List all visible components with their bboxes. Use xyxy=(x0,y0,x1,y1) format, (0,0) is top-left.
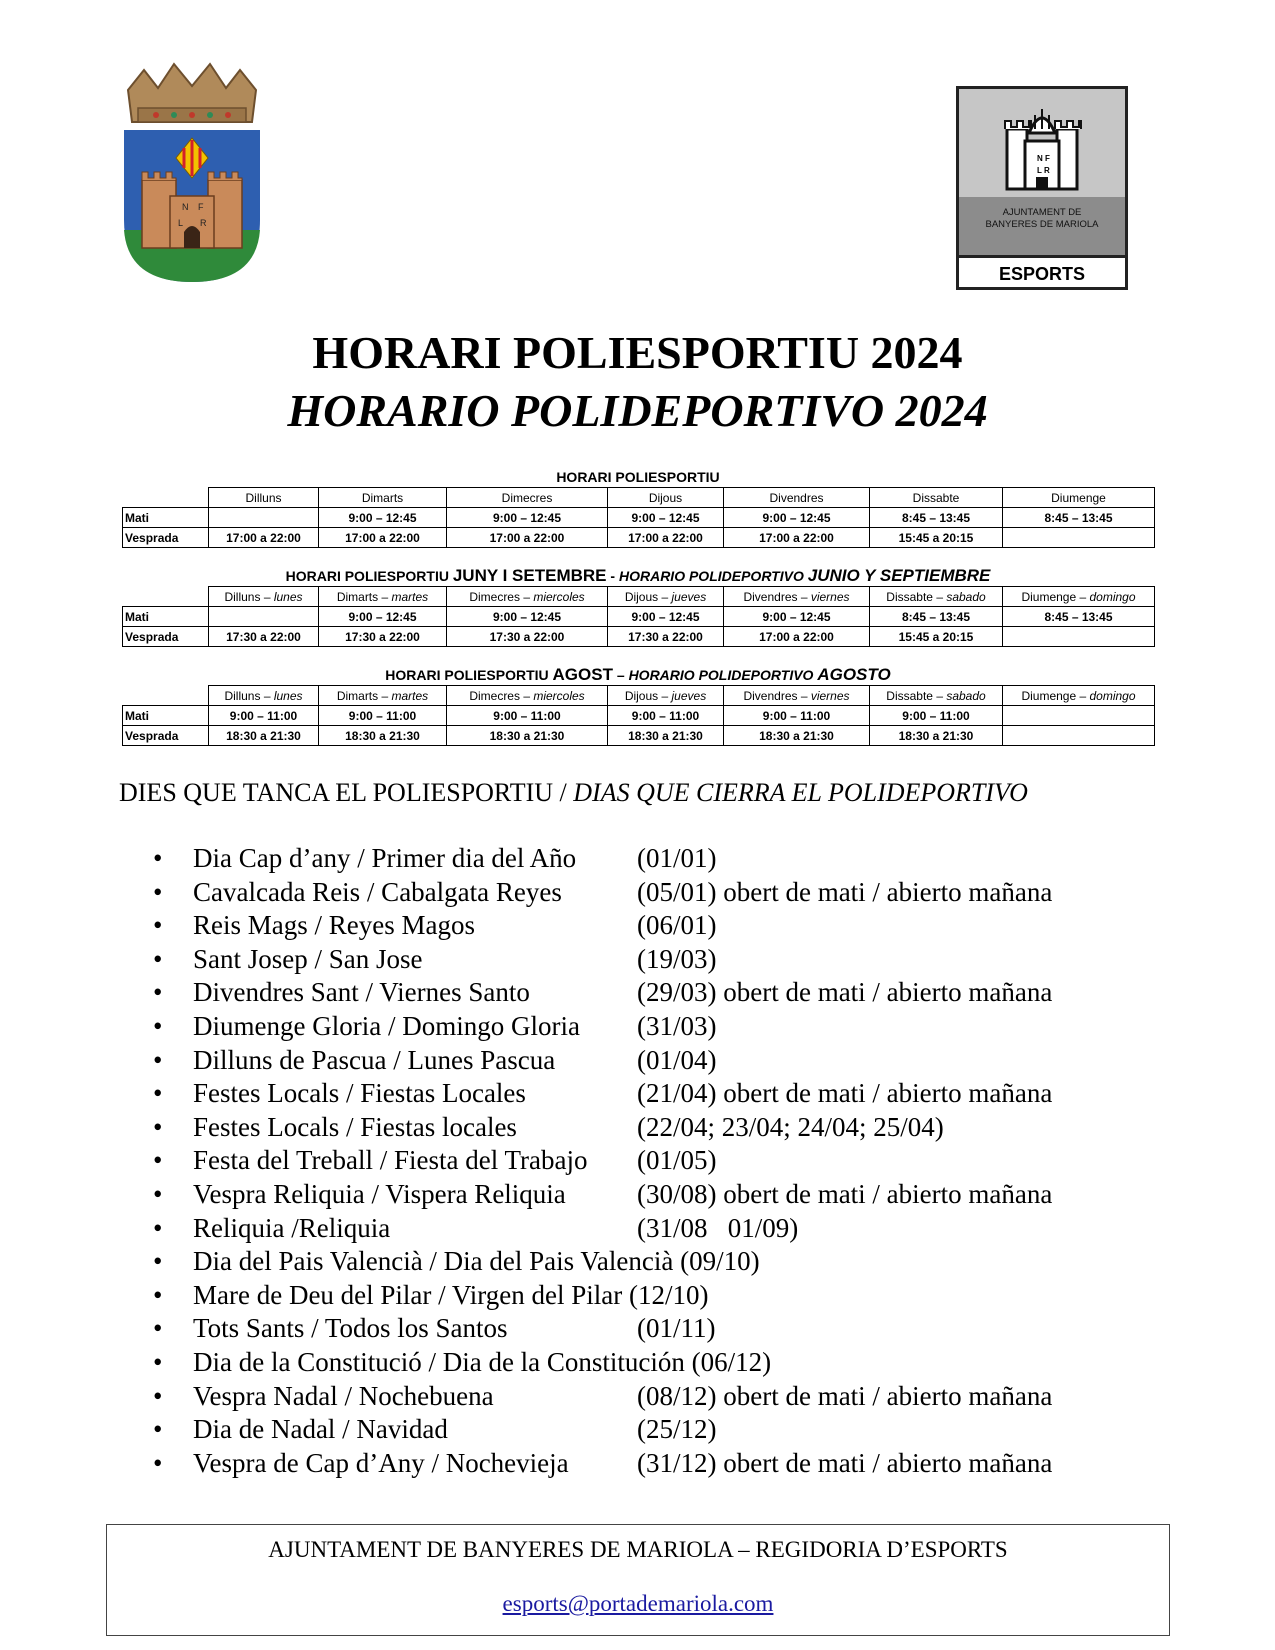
holiday-date: (06/01) xyxy=(637,910,717,941)
day-header: Dissabte – sabado xyxy=(870,686,1003,706)
time-cell: 9:00 – 12:45 xyxy=(319,607,447,627)
table-row xyxy=(123,508,1155,528)
holiday-name: Festes Locals / Fiestas Locales xyxy=(193,1078,526,1109)
bullet-icon: • xyxy=(153,1313,163,1344)
holiday-name: Tots Sants / Todos los Santos xyxy=(193,1313,508,1344)
crest-letter-l: L xyxy=(178,218,184,228)
day-header: Dissabte xyxy=(870,488,1003,508)
day-header: Dissabte – sabado xyxy=(870,587,1003,607)
time-cell: 18:30 a 21:30 xyxy=(319,726,447,746)
holiday-name: Dia de Nadal / Navidad xyxy=(193,1414,448,1445)
bullet-icon: • xyxy=(153,1447,163,1478)
time-cell: 9:00 – 11:00 xyxy=(870,706,1003,726)
holiday-date: (30/08) obert de mati / abierto mañana xyxy=(637,1178,1053,1209)
holiday-date: (21/04) obert de mati / abierto mañana xyxy=(637,1078,1053,1109)
page-subtitle: HORARIO POLIDEPORTIVO 2024 xyxy=(287,385,988,436)
holiday-name: Sant Josep / San Jose xyxy=(193,943,423,974)
day-header: Dilluns – lunes xyxy=(209,587,319,607)
day-header: Dimarts – martes xyxy=(319,686,447,706)
table-row xyxy=(123,726,1155,746)
day-header: Dijous xyxy=(608,488,724,508)
holiday-date: (01/11) xyxy=(637,1313,716,1344)
bullet-icon: • xyxy=(153,1414,163,1445)
holiday-name: Dia de la Constitució / Dia de la Constitución (06/12) xyxy=(193,1346,772,1377)
schedule-title-part: JUNY I SETEMBRE xyxy=(452,566,607,585)
holiday-name: Diumenge Gloria / Domingo Gloria xyxy=(193,1010,580,1041)
table-row xyxy=(123,607,1155,627)
row-label: Vesprada xyxy=(123,627,209,647)
holiday-name: Vespra Reliquia / Vispera Reliquia xyxy=(193,1178,566,1209)
schedule-title-part: AGOST xyxy=(552,665,613,684)
schedule-june-september-title xyxy=(122,567,1154,585)
holiday-date: (01/04) xyxy=(637,1044,717,1075)
row-label: Mati xyxy=(123,607,209,627)
time-cell: 17:00 a 22:00 xyxy=(608,528,724,548)
time-cell: 9:00 – 12:45 xyxy=(319,508,447,528)
schedule-august-table xyxy=(122,685,1155,746)
time-cell: 17:00 a 22:00 xyxy=(319,528,447,548)
esports-logo-emblem xyxy=(959,89,1125,197)
bullet-icon: • xyxy=(153,1279,163,1310)
time-cell: 9:00 – 12:45 xyxy=(724,508,870,528)
time-cell: 18:30 a 21:30 xyxy=(870,726,1003,746)
esports-logo-org xyxy=(959,197,1125,255)
email-link[interactable]: esports@portademariola.com xyxy=(502,1591,774,1616)
bullet-icon: • xyxy=(153,1078,163,1109)
row-label: Mati xyxy=(123,706,209,726)
svg-text:L R: L R xyxy=(1037,166,1050,175)
footer-organization: AJUNTAMENT DE BANYERES DE MARIOLA – REGIDORIA D’ESPORTS xyxy=(268,1537,1008,1562)
holiday-date: (29/03) obert de mati / abierto mañana xyxy=(637,977,1053,1008)
time-cell: 9:00 – 11:00 xyxy=(209,706,319,726)
holiday-name: Dia Cap d’any / Primer dia del Año xyxy=(193,843,577,873)
day-header: Dimarts – martes xyxy=(319,587,447,607)
holiday-date: (31/08 01/09) xyxy=(637,1212,799,1243)
time-cell: 9:00 – 12:45 xyxy=(447,607,608,627)
crest-letter-n: N xyxy=(182,202,189,212)
time-cell xyxy=(209,508,319,528)
time-cell: 9:00 – 11:00 xyxy=(319,706,447,726)
schedule-title-part: HORARIO POLIDEPORTIVO xyxy=(618,568,808,584)
time-cell: 18:30 a 21:30 xyxy=(608,726,724,746)
schedule-title-part: HORARI POLIESPORTIU xyxy=(556,469,720,485)
municipal-crest-logo xyxy=(122,60,262,292)
day-header: Dilluns – lunes xyxy=(209,686,319,706)
day-header: Dimecres xyxy=(447,488,608,508)
day-header: Divendres – viernes xyxy=(724,686,870,706)
holiday-name: Festa del Treball / Fiesta del Trabajo xyxy=(193,1145,588,1176)
time-cell: 17:00 a 22:00 xyxy=(209,528,319,548)
day-header: Dijous – jueves xyxy=(608,686,724,706)
time-cell: 15:45 a 20:15 xyxy=(870,627,1003,647)
bullet-icon: • xyxy=(153,1111,163,1142)
table-header-row xyxy=(123,587,1155,607)
time-cell: 17:00 a 22:00 xyxy=(724,627,870,647)
day-header: Diumenge xyxy=(1003,488,1155,508)
schedule-title-part: HORARIO POLIDEPORTIVO xyxy=(628,667,818,683)
table-row xyxy=(123,528,1155,548)
time-cell: 8:45 – 13:45 xyxy=(870,508,1003,528)
time-cell xyxy=(209,607,319,627)
bullet-icon: • xyxy=(153,1246,163,1277)
time-cell: 17:30 a 22:00 xyxy=(319,627,447,647)
row-label: Vesprada xyxy=(123,528,209,548)
schedule-general-table xyxy=(122,487,1155,548)
time-cell: 8:45 – 13:45 xyxy=(870,607,1003,627)
time-cell: 17:00 a 22:00 xyxy=(447,528,608,548)
header-blank-cell xyxy=(123,587,209,607)
esports-label: ESPORTS xyxy=(959,255,1125,287)
schedule-title-part: AGOSTO xyxy=(817,665,891,684)
time-cell xyxy=(1003,528,1155,548)
bullet-icon: • xyxy=(153,1380,163,1411)
holiday-date: (31/12) obert de mati / abierto mañana xyxy=(637,1447,1053,1478)
time-cell xyxy=(1003,706,1155,726)
castle-icon xyxy=(959,89,1125,197)
time-cell: 9:00 – 11:00 xyxy=(447,706,608,726)
esports-org-line1: AJUNTAMENT DE xyxy=(1002,207,1082,218)
header-blank-cell xyxy=(123,488,209,508)
time-cell: 17:00 a 22:00 xyxy=(724,528,870,548)
crown-icon xyxy=(128,64,256,122)
day-header: Dijous – jueves xyxy=(608,587,724,607)
holiday-name: Reliquia /Reliquia xyxy=(193,1212,391,1243)
table-row xyxy=(123,627,1155,647)
table-header-row xyxy=(123,488,1155,508)
holiday-date: (01/01) xyxy=(637,843,717,873)
crest-letter-f: F xyxy=(198,202,204,212)
time-cell: 18:30 a 21:30 xyxy=(724,726,870,746)
holiday-name: Festes Locals / Fiestas locales xyxy=(193,1111,517,1142)
holiday-name: Vespra Nadal / Nochebuena xyxy=(193,1380,494,1411)
bullet-icon: • xyxy=(153,876,163,907)
day-header: Diumenge – domingo xyxy=(1003,686,1155,706)
time-cell: 18:30 a 21:30 xyxy=(447,726,608,746)
day-header: Diumenge – domingo xyxy=(1003,587,1155,607)
holiday-date: (08/12) obert de mati / abierto mañana xyxy=(637,1380,1053,1411)
crest-letter-r: R xyxy=(200,218,207,228)
bullet-icon: • xyxy=(153,1010,163,1041)
row-label: Vesprada xyxy=(123,726,209,746)
schedule-title-part: HORARI POLIESPORTIU xyxy=(285,568,453,584)
time-cell: 17:30 a 22:00 xyxy=(209,627,319,647)
holiday-date: (31/03) xyxy=(637,1010,717,1041)
holiday-date: (19/03) xyxy=(637,943,717,974)
day-header: Divendres xyxy=(724,488,870,508)
bullet-icon: • xyxy=(153,1044,163,1075)
holiday-name: Divendres Sant / Viernes Santo xyxy=(193,977,530,1008)
bullet-icon: • xyxy=(153,910,163,941)
holiday-name: Dia del Pais Valencià / Dia del Pais Valencià (09/10) xyxy=(193,1246,760,1277)
closed-days-heading-ca: DIES QUE TANCA EL POLIESPORTIU / xyxy=(119,778,574,807)
footer-email-line xyxy=(107,1589,1169,1619)
holiday-name: Mare de Deu del Pilar / Virgen del Pilar (12/10) xyxy=(193,1279,709,1310)
schedule-title-part: - xyxy=(606,568,619,584)
day-header: Dimecres – miercoles xyxy=(447,686,608,706)
table-row xyxy=(123,706,1155,726)
time-cell: 9:00 – 12:45 xyxy=(608,607,724,627)
page-title: HORARI POLIESPORTIU 2024 xyxy=(312,327,963,378)
day-header: Dimecres – miercoles xyxy=(447,587,608,607)
bullet-icon: • xyxy=(153,1145,163,1176)
day-header: Dilluns xyxy=(209,488,319,508)
holiday-name: Vespra de Cap d’Any / Nochevieja xyxy=(193,1447,569,1478)
time-cell: 17:30 a 22:00 xyxy=(608,627,724,647)
table-header-row xyxy=(123,686,1155,706)
time-cell: 18:30 a 21:30 xyxy=(209,726,319,746)
schedule-general-title xyxy=(122,468,1154,486)
schedule-title-part: JUNIO Y SEPTIEMBRE xyxy=(807,566,991,585)
time-cell: 9:00 – 12:45 xyxy=(608,508,724,528)
bullet-icon: • xyxy=(153,943,163,974)
time-cell: 15:45 a 20:15 xyxy=(870,528,1003,548)
day-header: Divendres – viernes xyxy=(724,587,870,607)
schedule-title-part: – xyxy=(612,667,629,683)
time-cell: 9:00 – 11:00 xyxy=(724,706,870,726)
time-cell: 8:45 – 13:45 xyxy=(1003,607,1155,627)
schedule-june-september-table xyxy=(122,586,1155,647)
svg-text:N F: N F xyxy=(1037,154,1050,163)
holiday-date: (25/12) xyxy=(637,1414,717,1445)
bullet-icon: • xyxy=(153,1346,163,1377)
bullet-icon: • xyxy=(153,977,163,1008)
holiday-name: Reis Mags / Reyes Magos xyxy=(193,910,475,941)
schedule-title-part: HORARI POLIESPORTIU xyxy=(385,667,553,683)
esports-org-line2: BANYERES DE MARIOLA xyxy=(985,219,1099,230)
time-cell: 17:30 a 22:00 xyxy=(447,627,608,647)
closed-days-heading xyxy=(119,776,1028,810)
time-cell: 8:45 – 13:45 xyxy=(1003,508,1155,528)
time-cell: 9:00 – 12:45 xyxy=(724,607,870,627)
bullet-icon: • xyxy=(153,1212,163,1243)
time-cell: 9:00 – 12:45 xyxy=(447,508,608,528)
footer-box xyxy=(106,1524,1170,1636)
time-cell xyxy=(1003,726,1155,746)
row-label: Mati xyxy=(123,508,209,528)
holiday-date: (05/01) obert de mati / abierto mañana xyxy=(637,876,1053,907)
header-blank-cell xyxy=(123,686,209,706)
time-cell: 9:00 – 11:00 xyxy=(608,706,724,726)
bullet-icon: • xyxy=(153,1178,163,1209)
time-cell xyxy=(1003,627,1155,647)
esports-logo xyxy=(956,86,1128,290)
holiday-date: (01/05) xyxy=(637,1145,717,1176)
day-header: Dimarts xyxy=(319,488,447,508)
schedule-august-title xyxy=(122,666,1154,684)
closed-days-heading-es: DIAS QUE CIERRA EL POLIDEPORTIVO xyxy=(573,778,1028,807)
holiday-date: (22/04; 23/04; 24/04; 25/04) xyxy=(637,1111,944,1142)
bullet-icon: • xyxy=(153,843,163,873)
holiday-name: Dilluns de Pascua / Lunes Pascua xyxy=(193,1044,556,1075)
holiday-name: Cavalcada Reis / Cabalgata Reyes xyxy=(193,876,562,907)
